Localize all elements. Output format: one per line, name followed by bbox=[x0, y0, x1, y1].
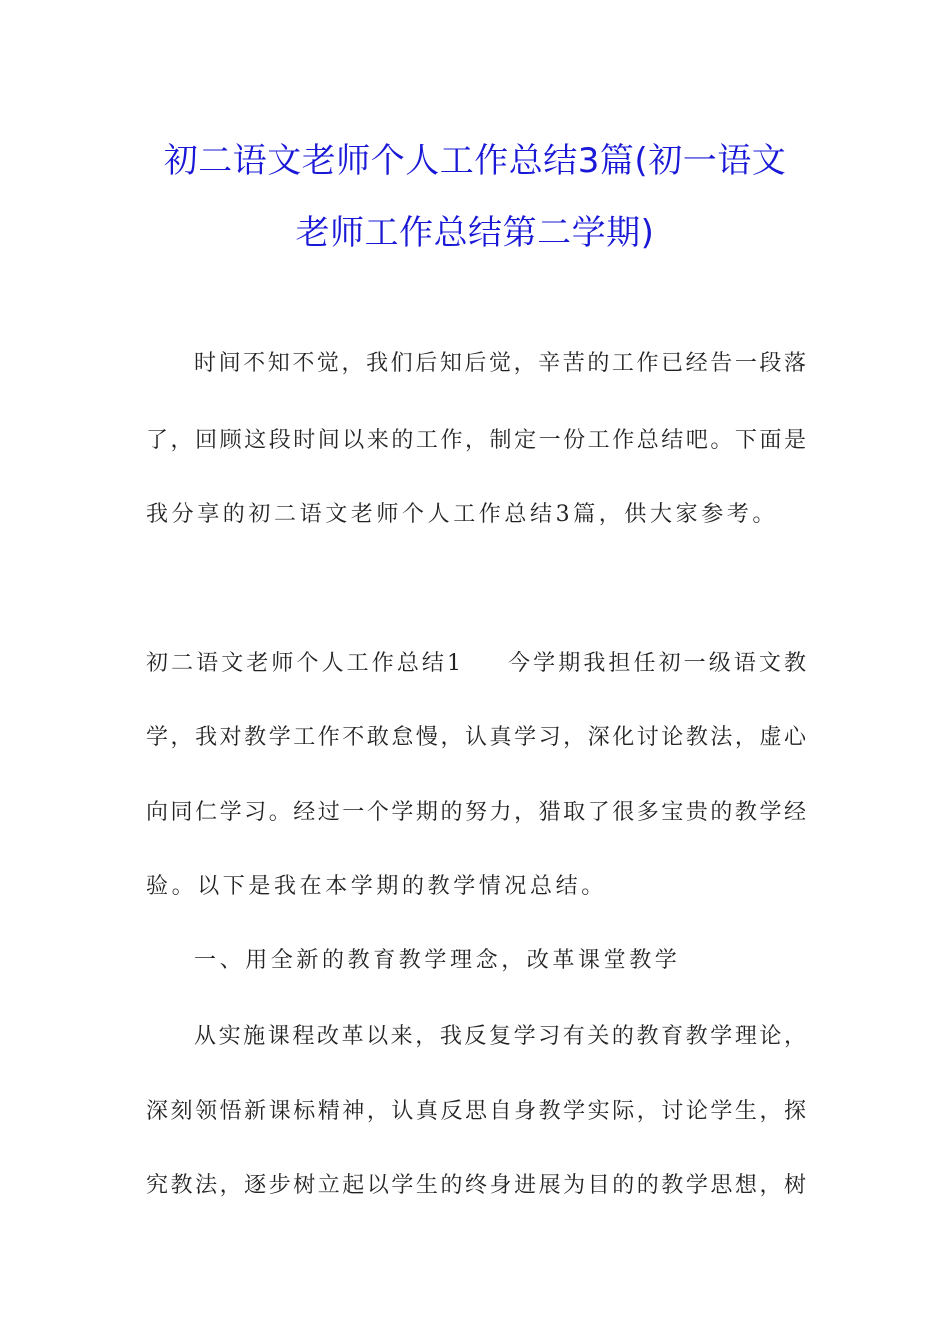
document-title-line-2: 老师工作总结第二学期) bbox=[295, 213, 655, 253]
section1-line-3: 向同仁学习。经过一个学期的努力，猎取了很多宝贵的教学经 bbox=[146, 800, 806, 825]
intro-line-3: 我分享的初二语文老师个人工作总结3篇，供大家参考。 bbox=[146, 502, 778, 527]
para2-line-2: 深刻领悟新课标精神，认真反思自身教学实际，讨论学生，探 bbox=[146, 1099, 806, 1124]
intro-line-1: 时间不知不觉，我们后知后觉，辛苦的工作已经告一段落 bbox=[194, 351, 806, 376]
document-title-line-1: 初二语文老师个人工作总结3篇(初一语文 bbox=[163, 141, 787, 181]
para2-line-1: 从实施课程改革以来，我反复学习有关的教育教学理论， bbox=[194, 1024, 806, 1049]
section1-heading: 初二语文老师个人工作总结1 bbox=[146, 651, 461, 676]
section1-first-line bbox=[146, 646, 806, 677]
subheading-1: 一、用全新的教育教学理念，改革课堂教学 bbox=[194, 948, 681, 973]
intro-line-2: 了，回顾这段时间以来的工作，制定一份工作总结吧。下面是 bbox=[146, 428, 806, 453]
section1-line-2: 学，我对教学工作不敢怠慢，认真学习，深化讨论教法，虚心 bbox=[146, 725, 806, 750]
para2-line-3: 究教法，逐步树立起以学生的终身进展为目的的教学思想，树 bbox=[146, 1173, 806, 1198]
section1-line-1: 今学期我担任初一级语文教 bbox=[505, 651, 806, 676]
section1-line-4: 验。以下是我在本学期的教学情况总结。 bbox=[146, 874, 607, 899]
